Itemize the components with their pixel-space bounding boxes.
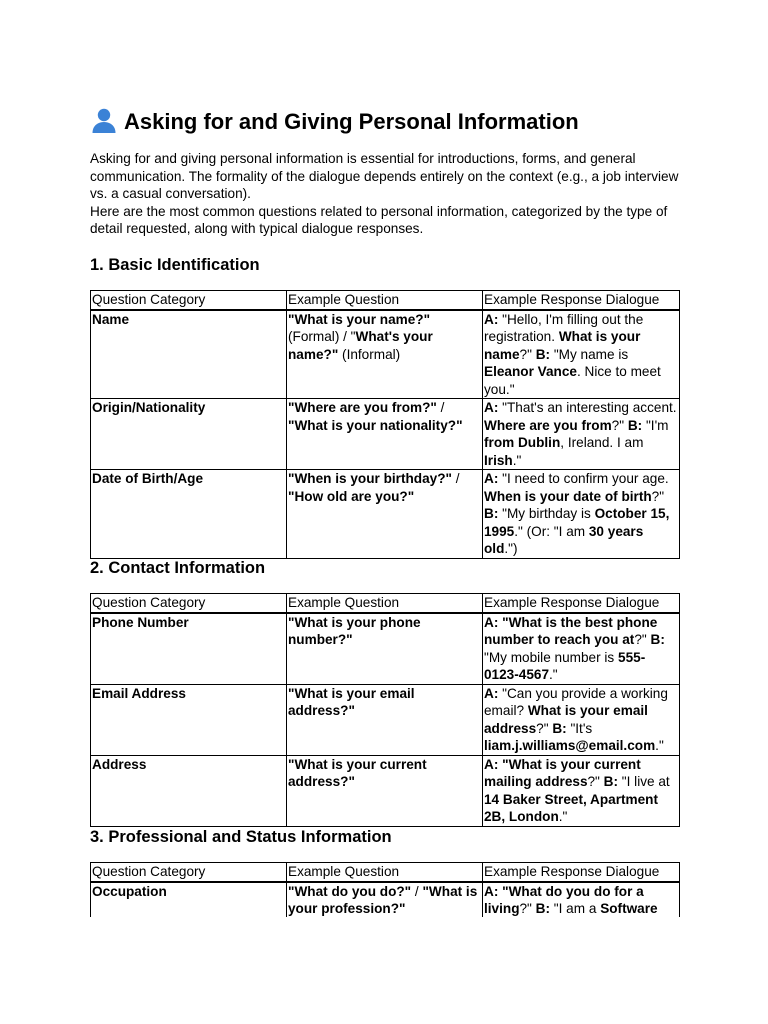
bold-text: "Where are you from?": [288, 400, 437, 415]
text-run: (Formal) / ": [288, 329, 356, 344]
category-cell: Phone Number: [91, 613, 287, 685]
column-header-category: Question Category: [91, 863, 287, 882]
column-header-response: Example Response Dialogue: [483, 291, 680, 310]
bold-text: B:: [627, 417, 643, 433]
text-run: ?": [519, 346, 536, 362]
text-run: .": [655, 738, 664, 753]
bold-text: A:: [484, 685, 499, 701]
column-header-response: Example Response Dialogue: [483, 863, 680, 882]
text-run: ?": [536, 720, 553, 736]
bold-text: B:: [535, 346, 551, 362]
bold-text: Eleanor Vance: [484, 364, 577, 379]
text-run: "My birthday is: [498, 506, 595, 521]
table-body: [91, 882, 680, 918]
question-cell: [287, 613, 483, 685]
table-row: [91, 684, 680, 755]
bold-text: "What do you do?": [288, 883, 412, 899]
text-run: ?": [519, 901, 536, 916]
bold-text: A: "What is the best phone number to reach you at: [484, 614, 658, 647]
header-row: [91, 291, 680, 310]
info-table: [90, 290, 680, 559]
bold-text: What is your name: [484, 329, 641, 362]
table-body: [91, 310, 680, 559]
text-run: ."): [504, 541, 518, 556]
bold-text: B:: [552, 720, 567, 736]
text-run: "I'm: [642, 417, 669, 433]
text-run: /: [451, 471, 460, 486]
text-run: "Can you provide a working email?: [484, 685, 668, 718]
table-row: [91, 755, 680, 826]
bold-text: October 15, 1995: [484, 506, 670, 539]
table-header: [91, 291, 680, 310]
bold-text: A:: [484, 471, 499, 486]
text-run: "I live at: [618, 774, 670, 789]
column-header-category: Question Category: [91, 594, 287, 613]
column-header-question: Example Question: [287, 291, 483, 310]
table-header: [91, 594, 680, 613]
category-cell: Date of Birth/Age: [91, 470, 287, 559]
column-header-category: Question Category: [91, 291, 287, 310]
bold-text: from Dublin: [484, 435, 561, 450]
column-header-question: Example Question: [287, 863, 483, 882]
response-cell: [483, 470, 680, 559]
category-cell: Email Address: [91, 684, 287, 755]
intro-paragraph: Asking for and giving personal information is essential for introductions, forms, and general communication. The formality of the dialogue depends entirely on the context (e.g., a job interview vs. a casual conversation).: [90, 151, 679, 201]
bold-text: 555-0123-4567: [484, 649, 646, 682]
bold-text: Where are you from: [484, 417, 612, 433]
text-run: ?": [611, 417, 628, 433]
bold-text: B:: [535, 901, 551, 916]
column-header-question: Example Question: [287, 594, 483, 613]
bold-text: "What is your phone number?": [288, 614, 421, 647]
question-cell: [287, 310, 483, 399]
info-table: [90, 593, 680, 827]
text-run: "My mobile number is: [484, 649, 619, 665]
bold-text: B:: [484, 506, 499, 521]
category-cell: Name: [91, 310, 287, 399]
response-cell: [483, 310, 680, 399]
bold-text: B:: [603, 774, 619, 789]
table-row: [91, 613, 680, 685]
bold-text: 14 Baker Street, Apartment 2B, London: [484, 791, 659, 824]
text-run: /: [411, 883, 423, 899]
text-run: (Informal): [338, 346, 401, 362]
bold-text: "What is your name?": [288, 311, 431, 327]
bold-text: A:: [484, 311, 499, 327]
table-body: [91, 613, 680, 827]
question-cell: [287, 399, 483, 470]
text-run: .": [558, 809, 568, 824]
question-cell: [287, 470, 483, 559]
bold-text: Software: [600, 901, 658, 916]
category-cell: Address: [91, 755, 287, 826]
intro-text: [90, 150, 680, 238]
response-cell: [483, 684, 680, 755]
bold-text: 30 years old: [484, 523, 644, 556]
text-run: "I need to confirm your age.: [498, 471, 669, 486]
column-header-response: Example Response Dialogue: [483, 594, 680, 613]
section-heading: 2. Contact Information: [90, 559, 266, 577]
text-run: ?": [587, 774, 604, 789]
bold-text: liam.j.williams@email.com: [484, 738, 656, 753]
question-cell: [287, 882, 483, 918]
text-run: /: [436, 400, 445, 415]
bold-text: A:: [484, 400, 499, 415]
bold-text: What is your email address: [484, 703, 648, 736]
bold-text: What's your name?": [288, 329, 433, 362]
header-row: [91, 594, 680, 613]
text-run: ?": [634, 632, 651, 647]
text-run: , Ireland. I am: [560, 435, 644, 450]
header-row: [91, 863, 680, 882]
table-row: [91, 399, 680, 470]
response-cell: [483, 399, 680, 470]
bold-text: "What is your email address?": [288, 685, 415, 718]
bold-text: A: "What is your current mailing address: [484, 756, 641, 789]
text-run: "I am a: [550, 901, 601, 916]
table-row: [91, 470, 680, 559]
bold-text: "What is your current address?": [288, 756, 427, 789]
page-title: [90, 106, 579, 137]
text-run: .": [512, 452, 522, 468]
bold-text: "When is your birthday?": [288, 471, 452, 486]
response-cell: [483, 882, 680, 918]
category-cell: Origin/Nationality: [91, 399, 287, 470]
bold-text: Irish: [484, 452, 513, 468]
response-cell: [483, 613, 680, 685]
table-row: [91, 310, 680, 399]
bold-text: A: "What do you do for a living: [484, 883, 644, 916]
text-run: ." (Or: "I am: [514, 523, 589, 539]
table-header: [91, 863, 680, 882]
page-title-text: Asking for and Giving Personal Information: [124, 109, 579, 134]
question-cell: [287, 684, 483, 755]
response-cell: [483, 755, 680, 826]
section-heading: 1. Basic Identification: [90, 256, 260, 274]
text-run: . Nice to meet you.": [484, 364, 661, 397]
category-cell: Occupation: [91, 882, 287, 918]
question-cell: [287, 755, 483, 826]
info-table: [90, 862, 680, 917]
text-run: .": [549, 667, 558, 682]
bold-text: "What is your profession?": [288, 883, 478, 916]
text-run: "My name is: [550, 346, 629, 362]
table-clip: [0, 861, 768, 917]
bold-text: B:: [650, 632, 665, 647]
person-silhouette-icon: [90, 106, 118, 134]
text-run: "It's: [566, 720, 593, 736]
bold-text: "What is your nationality?": [288, 417, 463, 433]
text-run: "That's an interesting accent.: [498, 400, 677, 415]
text-run: ?": [651, 488, 665, 504]
section-heading: 3. Professional and Status Information: [90, 828, 392, 846]
bold-text: "How old are you?": [288, 488, 415, 504]
table-row: [91, 882, 680, 918]
text-run: "Hello, I'm filling out the registration.: [484, 311, 644, 344]
intro-paragraph: Here are the most common questions related to personal information, categorized by the type of detail requested, along with typical dialogue responses.: [90, 203, 668, 236]
bold-text: When is your date of birth: [484, 488, 652, 504]
